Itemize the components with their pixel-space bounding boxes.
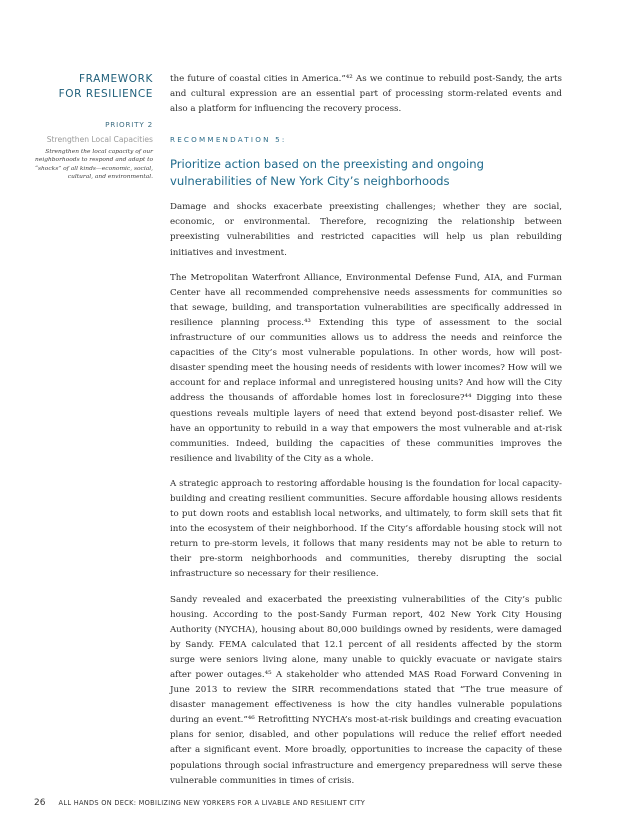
body-paragraph: Damage and shocks exacerbate preexisting challenges; whether they are social, economic, or environmental. Therefore, recognizing the relationship between preexisting vulnerabilities and restricted capacities will help us plan rebuilding initiatives and investment. bbox=[170, 202, 562, 258]
priority-title: Strengthen Local Capacities bbox=[46, 135, 153, 144]
recommendation-title: Prioritize action based on the preexisting and ongoing vulnerabilities of New York City’s neighborhoods bbox=[170, 157, 484, 189]
framework-heading-line2: FOR RESILIENCE bbox=[58, 88, 153, 100]
page-footer bbox=[34, 790, 594, 809]
body-paragraph: Sandy revealed and exacerbated the preexisting vulnerabilities of the City’s public housing. According to the post-Sandy Furman report, 402 New York City Housing Authority (NYCHA), housing about 80,000 buildings owned by residents, were damaged by Sandy. FEMA calculated that 12.1 percent of all residents affected by the storm surge were seniors living alone, many unable to quickly evacuate or navigate stairs after power outages.⁴⁵ A stakeholder who attended MAS Road Forward Convening in June 2013 to review the SIRR recommendations stated that “The true measure of disaster management effectiveness is how the city handles vulnerable populations during an event.”⁴⁶ Retrofitting NYCHA’s most-at-risk buildings and creating evacuation plans for senior, disabled, and other populations will reduce the relief effort needed after a significant event. More broadly, opportunities to increase the capacity of these populations through social infrastructure and emergency preparedness will serve these vulnerable communities in times of crisis. bbox=[170, 594, 562, 786]
footer-title: ALL HANDS ON DECK: MOBILIZING NEW YORKERS FOR A LIVABLE AND RESILIENT CITY bbox=[58, 799, 366, 807]
body-paragraph: A strategic approach to restoring affordable housing is the foundation for local capacity-building and creating resilient communities. Secure affordable housing allows residents to put down roots and establish local networks, and ultimately, to form skill sets that fit into the ecosystem of their neighborhood. If the City’s affordable housing stock will not return to pre-storm levels, it follows that many residents may not be able to return to their pre-storm neighborhoods and communities, thereby disrupting the social infrastructure so necessary for their resilience. bbox=[170, 478, 562, 580]
main-content bbox=[170, 72, 562, 789]
priority-description: Strengthen the local capacity of our neighborhoods to respond and adapt to “shocks” of all kinds—economic, social, cultural, and environmental. bbox=[34, 149, 153, 181]
framework-heading-line1: FRAMEWORK bbox=[78, 73, 153, 85]
recommendation-label: RECOMMENDATION 5: bbox=[170, 135, 287, 145]
page-number: 26 bbox=[34, 798, 46, 808]
priority-label: PRIORITY 2 bbox=[105, 120, 153, 129]
sidebar bbox=[20, 72, 153, 182]
intro-paragraph: the future of coastal cities in America.”⁴² As we continue to rebuild post-Sandy, the arts and cultural expression are an essential part of processing storm-related events and also a platform for influencing the recovery process. bbox=[170, 74, 562, 115]
body-paragraph: The Metropolitan Waterfront Alliance, Environmental Defense Fund, AIA, and Furman Center have all recommended comprehensive needs assessments for communities so that sewage, building, and transportation vulnerabilities are specifically addressed in resilience planning process.⁴³ Extending this type of assessment to the social infrastructure of our communities allows us to address the needs and reinforce the capacities of the City’s most vulnerable populations. In other words, how will post-disaster spending meet the housing needs of residents with lower incomes? How will we account for and replace informal and unregistered housing units? And how will the City address the thousands of affordable homes lost in foreclosure?⁴⁴ Digging into these questions reveals multiple layers of need that extend beyond post-disaster relief. We have an opportunity to rebuild in a way that empowers the most vulnerable and at-risk communities. Indeed, building the capacities of these communities improves the resilience and livability of the City as a whole. bbox=[170, 272, 562, 464]
